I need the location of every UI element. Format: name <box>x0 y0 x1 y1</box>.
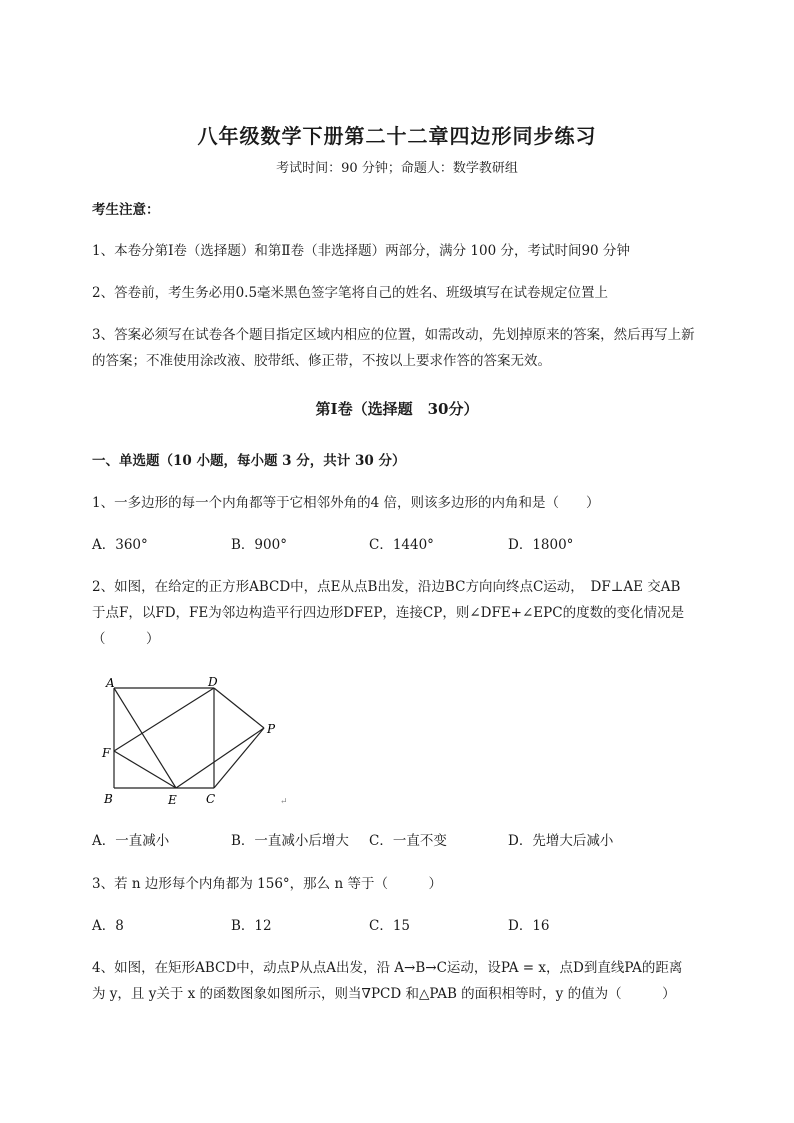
label-e: E <box>168 793 177 807</box>
question-1-text: 1、一多边形的每一个内角都等于它相邻外角的4 倍，则该多边形的内角和是（ ） <box>92 495 600 511</box>
question-2-option-a: A．一直减小 <box>92 833 170 849</box>
question-2-option-d: D．先增大后减小 <box>508 833 614 849</box>
segment-ae <box>114 688 176 788</box>
notes-heading: 考生注意： <box>92 202 160 218</box>
question-1-option-c: C．1440° <box>369 537 434 553</box>
question-2-line-1: 2、如图，在给定的正方形ABCD中，点E从点B出发，沿边BC方向向终点C运动， DF⊥AE 交AB <box>92 579 681 595</box>
return-mark: ↵ <box>280 797 288 807</box>
label-a: A <box>106 676 115 690</box>
square-figure <box>96 670 296 815</box>
note-item-1: 1、本卷分第Ⅰ卷（选择题）和第Ⅱ卷（非选择题）两部分，满分 100 分，考试时间90 分钟 <box>92 243 630 259</box>
segment-fe <box>114 751 176 788</box>
question-1-option-b: B．900° <box>231 537 287 553</box>
note-item-2: 2、答卷前，考生务必用0.5毫米黑色签字笔将自己的姓名、班级填写在试卷规定位置上 <box>92 285 609 301</box>
question-1-option-d: D．1800° <box>508 537 574 553</box>
question-3-option-a: A．8 <box>92 918 124 934</box>
part-heading: 一、单选题（10 小题，每小题 3 分，共计 30 分） <box>92 453 406 469</box>
page-title: 八年级数学下册第二十二章四边形同步练习 <box>197 124 597 148</box>
note-item-3-line-1: 3、答案必须写在试卷各个题目指定区域内相应的位置，如需改动，先划掉原来的答案，然后再写上新 <box>92 327 695 343</box>
question-3-text: 3、若 n 边形每个内角都为 156°，那么 n 等于（ ） <box>92 876 442 892</box>
label-b: B <box>104 792 113 806</box>
question-1-option-a: A．360° <box>92 537 148 553</box>
note-item-3-line-2: 的答案；不准使用涂改液、胶带纸、修正带，不按以上要求作答的答案无效。 <box>92 353 551 369</box>
question-3-option-c: C．15 <box>369 918 411 934</box>
question-2-line-2: 于点F，以FD，FE为邻边构造平行四边形DFEP，连接CP，则∠DFE+∠EPC的度数的变化情况是 <box>92 605 685 621</box>
segment-ep <box>176 728 264 788</box>
segment-cp <box>214 728 264 788</box>
label-d: D <box>208 675 218 689</box>
page-subtitle: 考试时间：90 分钟；命题人：数学教研组 <box>276 161 518 176</box>
label-c: C <box>206 792 216 806</box>
segment-fd <box>114 688 214 751</box>
question-4-line-2: 为 y，且 y关于 x 的函数图象如图所示，则当∇PCD 和△PAB 的面积相等时，y 的值为（ ） <box>92 986 676 1002</box>
segment-dp <box>214 688 264 728</box>
label-p: P <box>267 722 276 736</box>
question-3-option-d: D．16 <box>508 918 550 934</box>
question-2-option-c: C．一直不变 <box>369 833 447 849</box>
question-2-option-b: B．一直减小后增大 <box>231 833 349 849</box>
question-3-option-b: B．12 <box>231 918 272 934</box>
label-f: F <box>102 746 111 760</box>
question-4-line-1: 4、如图，在矩形ABCD中，动点P从点A出发，沿 A→B→C运动，设PA = x，点D到直线PA的距离 <box>92 960 683 976</box>
question-2-line-3: （ ） <box>92 631 160 647</box>
section-title: 第Ⅰ卷（选择题 30分） <box>315 400 479 418</box>
square-figure-svg <box>96 670 296 815</box>
